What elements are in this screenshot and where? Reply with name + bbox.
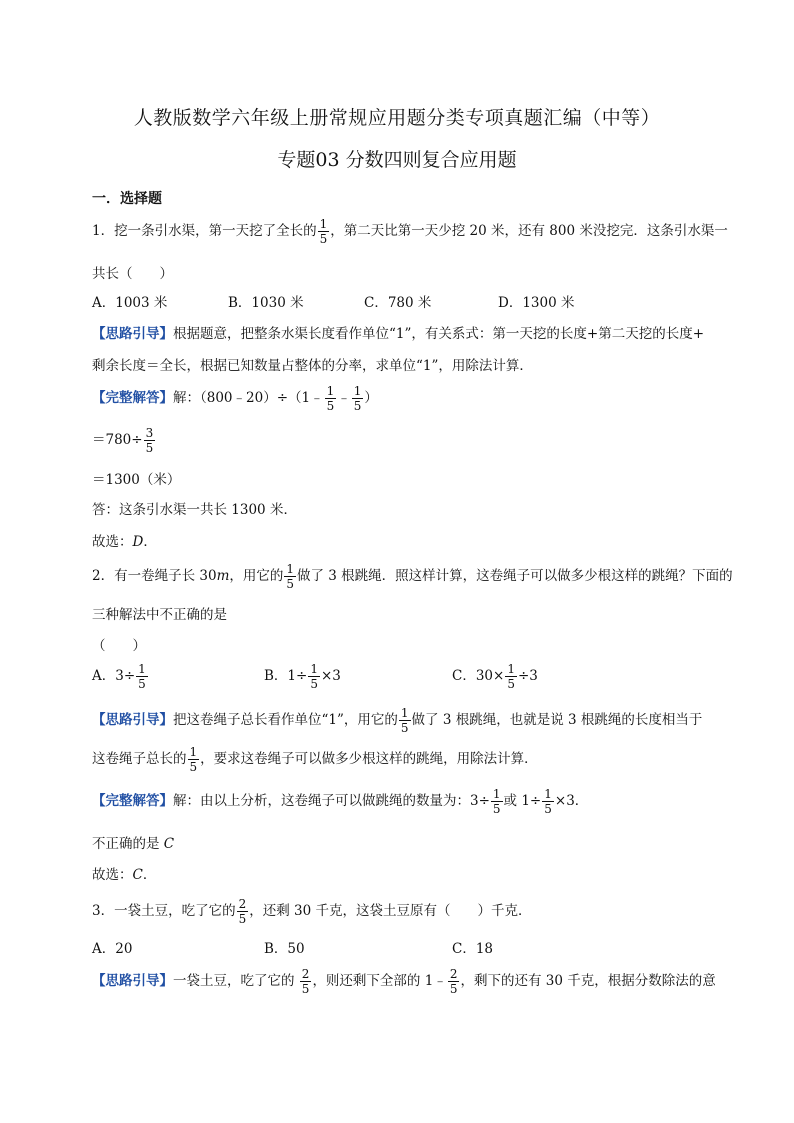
fraction-one-fifth: $\frac{1}{5}$ — [319, 217, 328, 246]
q2-option-b[interactable]: B．1÷ $\frac{1}{5}$ ×3 — [264, 662, 341, 691]
q1-option-a[interactable]: A．1003 米 — [92, 295, 168, 311]
q2-answer-line1: 【完整解答】解：由以上分析，这卷绳子可以做跳绳的数量为：3÷ $\frac{1}{5}$ 或 1÷ $\frac{1}{5}$ ×3． — [92, 787, 589, 816]
q1-hint-line1: 【思路引导】根据题意，把整条水渠长度看作单位“1”，有关系式：第一天挖的长度+第二天挖的长度+ — [92, 326, 705, 342]
q2-hint-line2: 这卷绳子总长的 $\frac{1}{5}$ ，要求这卷绳子可以做多少根这样的跳绳，用除法计算． — [92, 745, 538, 774]
answer-tag: 【完整解答】 — [92, 793, 173, 809]
q1-answer-choice: 故选：D． — [92, 534, 157, 550]
fraction-two-fifths: $\frac{2}{5}$ — [449, 967, 458, 996]
q1-option-b[interactable]: B．1030 米 — [228, 295, 304, 311]
fraction-one-fifth: $\frac{1}{5}$ — [353, 384, 362, 413]
fraction-two-fifths: $\frac{2}{5}$ — [301, 967, 310, 996]
fraction-one-fifth: $\frac{1}{5}$ — [138, 662, 146, 691]
fraction-one-fifth: $\frac{1}{5}$ — [310, 662, 318, 691]
q1-answer-line4: 答：这条引水渠一共长 1300 米． — [92, 502, 297, 518]
fraction-three-fifths: $\frac{3}{5}$ — [145, 426, 154, 455]
q3-hint-line1: 【思路引导】一袋土豆，吃了它的 $\frac{2}{5}$ ，则还剩下全部的 1﹣ $\frac{2}{5}$ ，剩下的还有 30 千克，根据分数除法的意 — [92, 967, 716, 996]
q2-option-a[interactable]: A．3÷ $\frac{1}{5}$ — [92, 662, 146, 691]
q1-option-d[interactable]: D．1300 米 — [498, 295, 575, 311]
fraction-one-fifth: $\frac{1}{5}$ — [507, 662, 515, 691]
section-heading: 一．选择题 — [92, 191, 162, 207]
fraction-one-fifth: $\frac{1}{5}$ — [492, 787, 501, 816]
fraction-one-fifth: $\frac{1}{5}$ — [286, 562, 295, 591]
q3-option-b[interactable]: B．50 — [264, 941, 305, 957]
q2-stem-line3: （ ） — [92, 638, 146, 654]
fraction-one-fifth: $\frac{1}{5}$ — [326, 384, 335, 413]
q2-hint-line1: 【思路引导】把这卷绳子总长看作单位“1”，用它的 $\frac{1}{5}$ 做了 3 根跳绳，也就是说 3 根跳绳的长度相当于 — [92, 706, 703, 735]
q3-option-a[interactable]: A．20 — [92, 941, 133, 957]
q2-answer-line2: 不正确的是 C — [92, 836, 175, 852]
fraction-one-fifth: $\frac{1}{5}$ — [544, 787, 552, 816]
q2-stem-line2: 三种解法中不正确的是 — [92, 607, 227, 623]
hint-tag: 【思路引导】 — [92, 712, 173, 728]
document-title: 人教版数学六年级上册常规应用题分类专项真题汇编（中等） — [133, 107, 661, 129]
q1-hint-line2: 剩余长度＝全长，根据已知数量占整体的分率，求单位“1”，用除法计算． — [92, 358, 533, 374]
q1-stem-text: ，第二天比第一天少挖 20 米，还有 800 米没挖完．这条引水渠一 — [330, 223, 728, 239]
q1-option-c[interactable]: C．780 米 — [364, 295, 432, 311]
q1-stem-text: 1．挖一条引水渠，第一天挖了全长的 — [92, 223, 317, 239]
q1-answer-line2: ＝780÷ $\frac{3}{5}$ — [92, 426, 154, 455]
q1-stem-line1 — [92, 217, 728, 246]
document-subtitle: 专题03 分数四则复合应用题 — [277, 149, 517, 171]
fraction-one-fifth: $\frac{1}{5}$ — [189, 745, 198, 774]
q1-answer-line1: 【完整解答】解：（800﹣20）÷（1﹣ $\frac{1}{5}$ ﹣ $\frac{1}{5}$ ） — [92, 384, 378, 413]
q1-stem-line2: 共长（ ） — [92, 266, 173, 282]
q3-option-c[interactable]: C．18 — [452, 941, 494, 957]
q2-option-c[interactable]: C．30× $\frac{1}{5}$ ÷3 — [452, 662, 538, 691]
fraction-two-fifths: $\frac{2}{5}$ — [238, 897, 247, 926]
fraction-one-fifth: $\frac{1}{5}$ — [400, 706, 409, 735]
q2-answer-choice: 故选：C． — [92, 867, 157, 883]
q3-stem-line1: 3．一袋土豆，吃了它的 $\frac{2}{5}$ ，还剩 30 千克，这袋土豆原有（ ）千克． — [92, 897, 532, 926]
answer-tag: 【完整解答】 — [92, 390, 173, 406]
q2-stem-line1: 2．有一卷绳子长 30m，用它的 $\frac{1}{5}$ 做了 3 根跳绳．照这样计算，这卷绳子可以做多少根这样的跳绳？下面的 — [92, 562, 733, 591]
hint-tag: 【思路引导】 — [92, 973, 173, 989]
hint-tag: 【思路引导】 — [92, 326, 173, 342]
q1-answer-line3: ＝1300（米） — [92, 472, 181, 488]
